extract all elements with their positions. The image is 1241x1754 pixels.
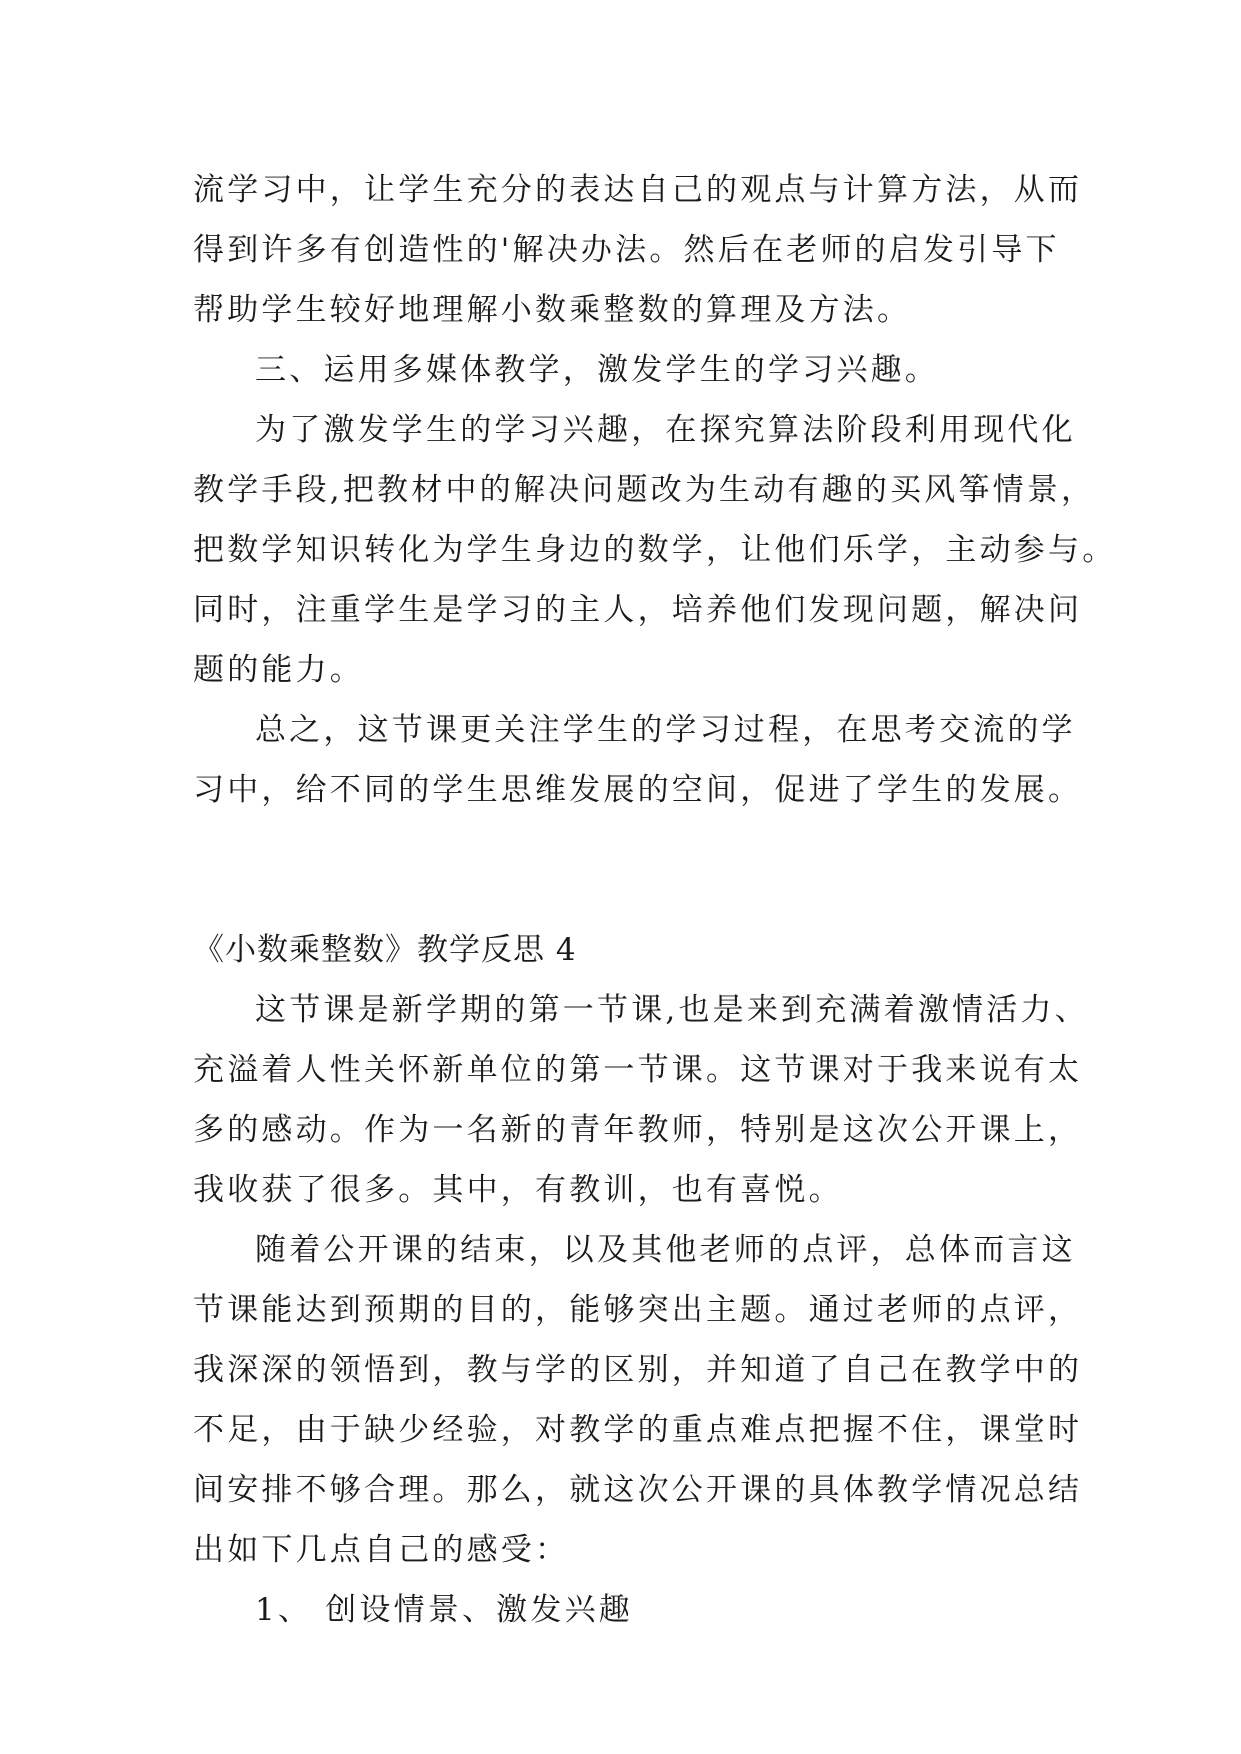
paragraph-line: 总之，这节课更关注学生的学习过程，在思考交流的学 [255,712,1076,748]
paragraph-line: 节课能达到预期的目的，能够突出主题。通过老师的点评， [193,1292,1083,1328]
paragraph-line: 间安排不够合理。那么，就这次公开课的具体教学情况总结 [193,1472,1083,1508]
list-item: 1、 创设情景、激发兴趣 [255,1592,633,1628]
document-body [193,160,1117,1640]
paragraph-line: 这节课是新学期的第一节课,也是来到充满着激情活力、 [255,992,1089,1028]
paragraph-line: 习中，给不同的学生思维发展的空间，促进了学生的发展。 [193,772,1083,808]
paragraph-line: 把数学知识转化为学生身边的数学，让他们乐学，主动参与。 [193,532,1117,568]
paragraph-line: 我收获了很多。其中，有教训，也有喜悦。 [193,1172,843,1208]
paragraph-line: 同时，注重学生是学习的主人，培养他们发现问题，解决问 [193,592,1083,628]
paragraph-line: 帮助学生较好地理解小数乘整数的算理及方法。 [193,292,912,328]
article-title: 《小数乘整数》教学反思 4 [193,932,577,968]
paragraph-line: 不足，由于缺少经验，对教学的重点难点把握不住，课堂时 [193,1412,1083,1448]
point-heading: 三、运用多媒体教学，激发学生的学习兴趣。 [255,352,939,388]
paragraph-line: 题的能力。 [193,652,364,688]
paragraph-line: 多的感动。作为一名新的青年教师，特别是这次公开课上， [193,1112,1083,1148]
paragraph-line: 得到许多有创造性的'解决办法。然后在老师的启发引导下 [193,232,1060,268]
paragraph-line: 我深深的领悟到，教与学的区别，并知道了自己在教学中的 [193,1352,1083,1388]
paragraph-line: 充溢着人性关怀新单位的第一节课。这节课对于我来说有太 [193,1052,1083,1088]
paragraph-line: 出如下几点自己的感受： [193,1532,570,1568]
paragraph-line: 教学手段,把教材中的解决问题改为生动有趣的买风筝情景， [193,472,1096,508]
paragraph-line: 随着公开课的结束，以及其他老师的点评，总体而言这 [255,1232,1076,1268]
section-gap [193,820,1063,920]
paragraph-line: 流学习中，让学生充分的表达自己的观点与计算方法，从而 [193,172,1083,208]
paragraph-line: 为了激发学生的学习兴趣，在探究算法阶段利用现代化 [255,412,1076,448]
